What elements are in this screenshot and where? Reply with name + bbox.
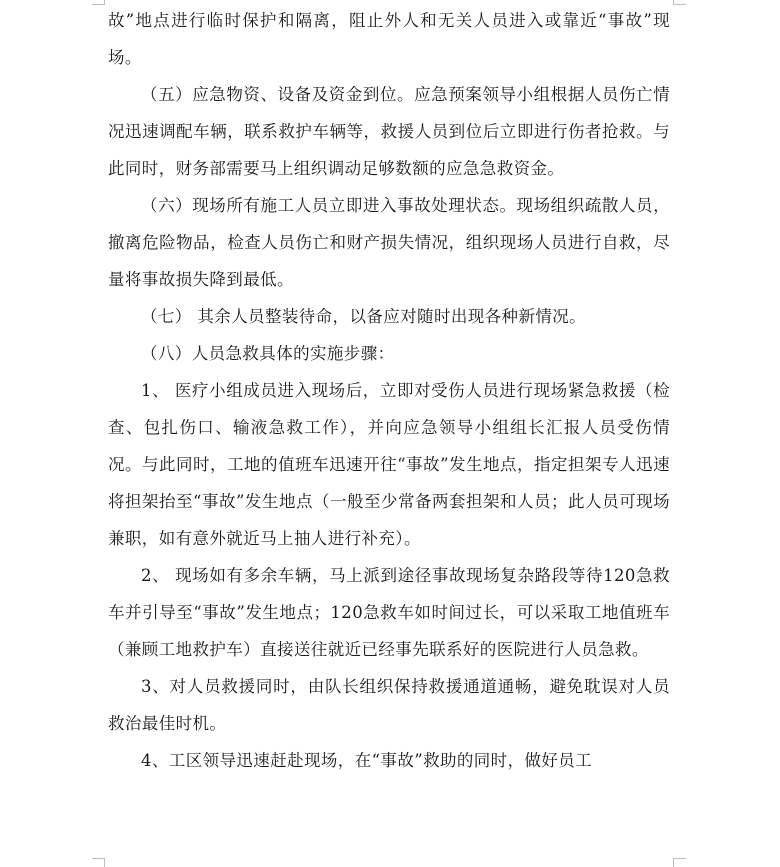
document-body[interactable]	[108, 2, 670, 779]
paragraph-step-4: 4、工区领导迅速赶赴现场，在“事故”救助的同时，做好员工	[141, 751, 593, 770]
paragraph-section-6: （六）现场所有施工人员立即进入事故处理状态。现场组织疏散人员，撤离危险物品，检查人员伤亡和财产损失情况，组织现场人员进行自救，尽量将事故损失降到最低。	[108, 196, 670, 289]
paragraph-section-8: （八）人员急救具体的实施步骤：	[141, 344, 395, 363]
paragraph-continuation: 故”地点进行临时保护和隔离，阻止外人和无关人员进入或靠近“事故”现场。	[108, 11, 670, 67]
paragraph-step-3: 3、对人员救援同时，由队长组织保持救援通道通畅，避免耽误对人员救治最佳时机。	[108, 677, 670, 733]
margin-corner-mark	[673, 0, 686, 5]
paragraph-step-2: 2、 现场如有多余车辆，马上派到途径事故现场复杂路段等待120急救车并引导至“事故”发生地点；120急救车如时间过长，可以采取工地值班车（兼顾工地救护车）直接送往就近已经事先联系好的医院进行人员急救。	[108, 566, 670, 659]
margin-corner-mark	[92, 0, 105, 5]
paragraph-section-7: （七） 其余人员整装待命，以备应对随时出现各种新情况。	[141, 307, 587, 326]
paragraph-section-5: （五）应急物资、设备及资金到位。应急预案领导小组根据人员伤亡情况迅速调配车辆，联系救护车辆等，救援人员到位后立即进行伤者抢救。与此同时，财务部需要马上组织调动足够数额的应急急救资金。	[108, 85, 670, 178]
paragraph-step-1: 1、 医疗小组成员进入现场后，立即对受伤人员进行现场紧急救援（检查、包扎伤口、输液急救工作），并向应急领导小组组长汇报人员受伤情况。与此同时，工地的值班车迅速开往“事故”发生地点，指定担架专人迅速将担架抬至“事故”发生地点（一般至少常备两套担架和人员；此人员可现场兼职，如有意外就近马上抽人进行补充）。	[108, 381, 670, 548]
